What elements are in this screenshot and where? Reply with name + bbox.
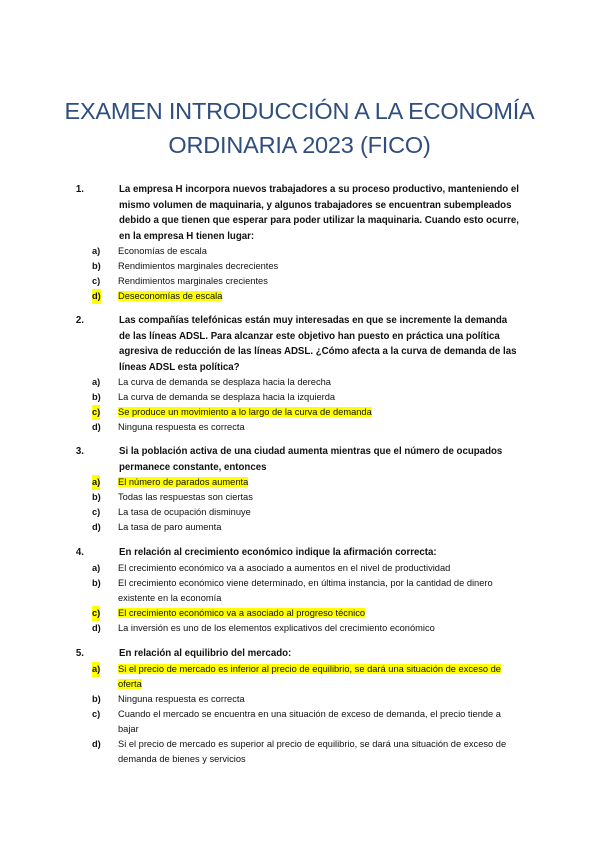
option-letter: c) [92,507,101,517]
question-statement: Si la población activa de una ciudad aumenta mientras que el número de ocupados permanece constante, entonces [119,446,503,473]
option-letter: a) [92,475,100,490]
answer-option [92,520,520,535]
question-number: 1. [75,184,84,195]
option-letter: a) [92,662,100,677]
question-number: 2. [75,315,84,326]
option-text-highlighted: El número de parados aumenta [118,477,249,487]
answer-option [92,505,520,520]
option-text: Rendimientos marginales decrecientes [118,261,279,271]
answer-option [92,737,520,767]
option-text: El crecimiento económico viene determinado, en última instancia, por la cantidad de dinero existente en la economía [118,577,493,603]
option-text: Si el precio de mercado es superior al precio de equilibrio, se dará una situación de exceso de demanda de bienes y servicios [118,738,507,764]
option-text: Ninguna respuesta es correcta [118,422,245,432]
answer-option [92,289,520,304]
option-letter: a) [92,246,101,256]
answer-option [92,375,520,390]
answer-option [92,662,520,692]
question-number: 4. [75,547,84,558]
option-text: La curva de demanda se desplaza hacia la derecha [118,377,331,387]
answer-option [92,576,520,606]
option-letter: c) [92,606,100,621]
option-letter: c) [92,276,101,286]
question-text [75,444,520,475]
question-statement: En relación al equilibrio del mercado: [119,648,292,659]
option-text: Rendimientos marginales crecientes [118,276,268,286]
question-5 [75,646,520,767]
option-list [92,244,520,304]
answer-option [92,259,520,274]
answer-option [92,475,520,490]
option-text-highlighted: Se produce un movimiento a lo largo de la curva de demanda [118,407,372,417]
option-letter: c) [92,708,101,719]
option-text-highlighted: Deseconomías de escala [118,291,223,301]
option-text: La tasa de ocupación disminuye [118,507,251,517]
exam-title [0,94,599,162]
question-text [75,545,520,561]
answer-option [92,390,520,405]
question-text [75,182,520,244]
answer-option [92,621,520,636]
question-statement: Las compañías telefónicas están muy interesadas en que se incremente la demanda de las líneas ADSL. Para alcanzar este objetivo han puesto en práctica una política agresiva de reducción de las líneas ADSL. ¿Cómo afecta a la curva de demanda de las líneas ADSL esta política? [119,315,517,373]
option-text-highlighted: Si el precio de mercado es inferior al precio de equilibrio, se dará una situación de exceso de oferta [118,663,501,689]
answer-option [92,561,520,576]
question-3 [75,444,520,535]
question-4 [75,545,520,636]
option-text: La curva de demanda se desplaza hacia la izquierda [118,392,336,402]
question-statement: La empresa H incorpora nuevos trabajadores a su proceso productivo, manteniendo el mismo volumen de maquinaria, y algunos trabajadores se encuentran subempleados debido a que tienen que esperar para poder utilizar la maquinaria. Cuando esto ocurre, en la empresa H tienen lugar: [119,184,519,242]
option-letter: d) [92,622,101,633]
option-text: Cuando el mercado se encuentra en una situación de exceso de demanda, el precio tiende a bajar [118,708,501,734]
question-2 [75,313,520,435]
answer-option [92,692,520,707]
option-text: La tasa de paro aumenta [118,522,222,532]
option-letter: d) [92,289,101,304]
option-letter: b) [92,492,101,502]
answer-option [92,405,520,420]
question-1 [75,182,520,304]
question-statement: En relación al crecimiento económico indique la afirmación correcta: [119,547,437,558]
answer-option [92,606,520,621]
option-list [92,375,520,435]
question-text [75,313,520,375]
option-text: Todas las respuestas son ciertas [118,492,253,502]
answer-option [92,707,520,737]
title-line-2: ORDINARIA 2023 (FICO) [168,132,431,158]
question-text [75,646,520,662]
option-text: Economías de escala [118,246,207,256]
option-letter: c) [92,405,100,420]
option-list [92,662,520,767]
option-letter: b) [92,392,101,402]
option-letter: d) [92,522,101,532]
option-text-highlighted: El crecimiento económico va a asociado al progreso técnico [118,607,366,618]
option-text: La inversión es uno de los elementos explicativos del crecimiento económico [118,622,435,633]
option-letter: d) [92,422,101,432]
question-number: 5. [75,648,84,659]
answer-option [92,244,520,259]
option-letter: b) [92,261,101,271]
option-list [92,475,520,535]
title-line-1: EXAMEN INTRODUCCIÓN A LA ECONOMÍA [64,98,535,124]
question-number: 3. [75,446,84,457]
option-text: El crecimiento económico va a asociado a aumentos en el nivel de productividad [118,562,451,573]
option-letter: a) [92,377,101,387]
option-text: Ninguna respuesta es correcta [118,693,245,704]
answer-option [92,274,520,289]
option-letter: b) [92,693,101,704]
answer-option [92,490,520,505]
option-list [92,561,520,636]
option-letter: a) [92,562,101,573]
option-letter: d) [92,738,101,749]
option-letter: b) [92,577,101,588]
answer-option [92,420,520,435]
